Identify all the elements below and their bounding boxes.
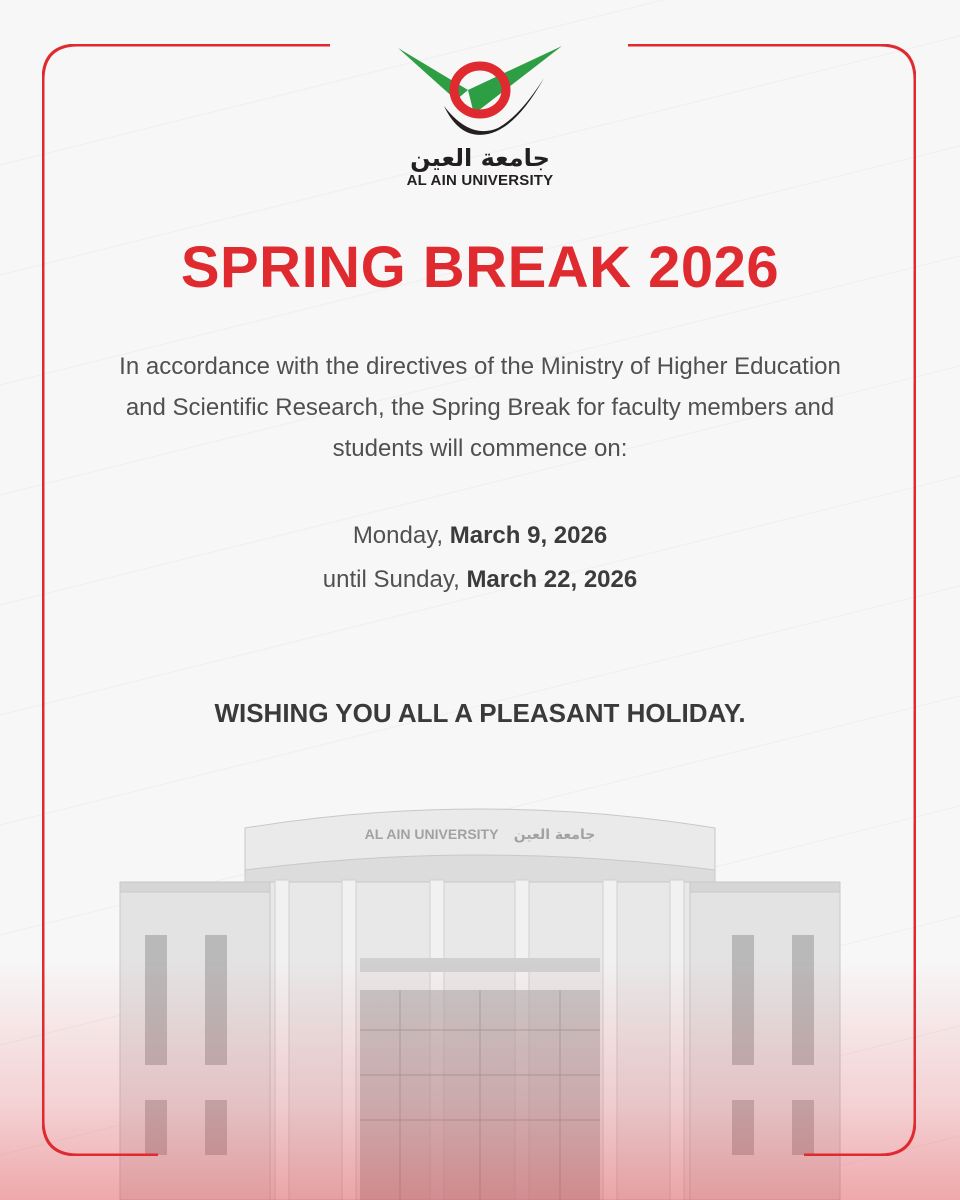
start-date-line (0, 522, 960, 550)
end-date: March 22, 2026 (466, 566, 638, 593)
logo-english-name: AL AIN UNIVERSITY (406, 172, 554, 189)
red-frame (42, 44, 916, 1156)
end-date-line (0, 566, 960, 594)
building-sign-english: AL AIN UNIVERSITY (364, 826, 499, 842)
page-title: SPRING BREAK 2026 (180, 235, 780, 300)
announcement-text: In accordance with the directives of the Ministry of Higher Education and Scientific Research, the Spring Break for faculty members and students will commence on: (119, 353, 841, 462)
end-date-prefix: until Sunday, (322, 566, 467, 593)
university-logo (394, 44, 566, 190)
start-date: March 9, 2026 (449, 522, 608, 549)
checkmark-emblem-icon (394, 44, 566, 144)
closing-message: WISHING YOU ALL A PLEASANT HOLIDAY. (214, 698, 746, 728)
building-sign-arabic: جامعة العين (513, 827, 596, 843)
start-date-prefix: Monday, (352, 522, 450, 549)
logo-arabic-name: جامعة العين (410, 144, 550, 172)
